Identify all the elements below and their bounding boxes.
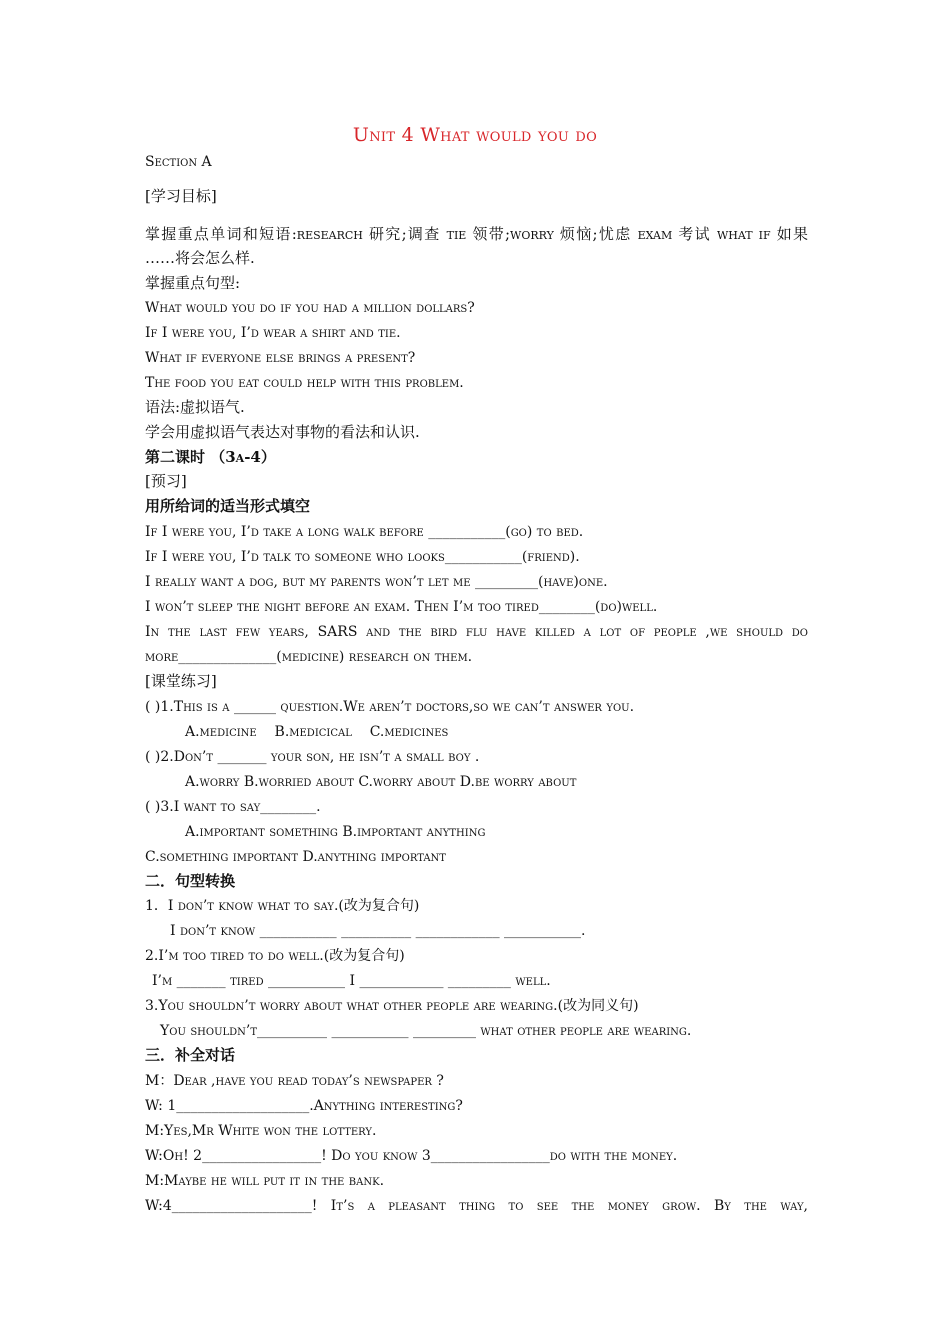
key-sentence: If I were you, I’d wear a shirt and tie.	[145, 325, 401, 341]
grammar-line: 语法:虚拟语气.	[145, 398, 245, 416]
dialog-line: W:Oh! 2_________________! Do you know 3_________________do with the money.	[145, 1148, 678, 1164]
mc-options: A.worry B.worried about C.worry about D.be worry about	[185, 774, 577, 790]
key-sentence: What if everyone else brings a present?	[145, 350, 416, 366]
fill-item: I really want a dog, but my parents won’t let me _________(have)one.	[145, 574, 608, 590]
dialog-heading: 三．补全对话	[145, 1046, 236, 1064]
fill-item: If I were you, I’d talk to someone who looks___________(friend).	[145, 549, 580, 565]
fill-item: I won’t sleep the night before an exam. Then I’m too tired________(do)well.	[145, 599, 658, 615]
dialog-line: W:4____________________! It’s a pleasant thing to see the money grow. By the way,	[145, 1198, 808, 1214]
mc-question: ( )1.This is a ______ question.We aren’t doctors,so we can’t answer you.	[145, 699, 635, 715]
preview-heading: [预习]	[145, 472, 187, 490]
key-sentence: What would you do if you had a million dollars?	[145, 300, 475, 316]
transform-answer: I don’t know ___________ __________ ____________ ___________.	[170, 923, 586, 939]
fill-item: In the last few years, SARS and the bird flu have killed a lot of people ,we should do	[145, 624, 808, 640]
goals-heading: [学习目标]	[145, 187, 217, 205]
unit-title: Unit 4 What would you do	[352, 124, 598, 146]
transform-question: 2.I’m too tired to do well.(改为复合句)	[145, 948, 405, 964]
transform-question: 3.You shouldn’t worry about what other people are wearing.(改为同义句)	[145, 998, 639, 1014]
mc-options: A.important something B.important anything	[185, 824, 486, 840]
transform-question: 1．I don’t know what to say.(改为复合句)	[145, 898, 420, 914]
fill-item: If I were you, I’d take a long walk before ___________(go) to bed.	[145, 524, 584, 540]
section-label: Section A	[145, 154, 212, 170]
goal-line: 掌握重点句型:	[145, 274, 241, 292]
goal-line: 学会用虚拟语气表达对事物的看法和认识.	[145, 423, 420, 441]
fill-item-continued: more______________(medicine) research on them.	[145, 649, 473, 665]
mc-options: C.something important D.anything important	[145, 849, 446, 865]
dialog-line: M:Maybe he will put it in the bank.	[145, 1173, 385, 1189]
fill-heading: 用所给词的适当形式填空	[145, 497, 311, 515]
mc-question: ( )2.Don’t _______ your son, he isn’t a small boy .	[145, 749, 480, 765]
transform-answer: I’m _______ tired ___________ I ____________ _________ well.	[152, 973, 551, 989]
transform-answer: You shouldn’t__________ ___________ _________ what other people are wearing.	[160, 1023, 692, 1039]
key-sentence: The food you eat could help with this problem.	[145, 375, 464, 391]
mc-option-b: B.medicical	[274, 724, 352, 740]
transform-heading: 二．句型转换	[145, 872, 236, 890]
dialog-line: M：Dear ,have you read today’s newspaper ?	[145, 1073, 444, 1089]
dialog-line: W: 1___________________.Anything interesting?	[145, 1098, 463, 1114]
practice-heading: [课堂练习]	[145, 672, 217, 690]
goal-line: 掌握重点单词和短语:research 研究;调查 tie 领带;worry 烦恼;忧虑 exam 考试 what if 如果	[145, 225, 808, 243]
dialog-line: M:Yes,Mr White won the lottery.	[145, 1123, 377, 1139]
mc-options: A.medicine B.medicical C.medicines	[185, 724, 449, 740]
mc-question: ( )3.I want to say________.	[145, 799, 321, 815]
lesson-heading: 第二课时 （3a-4）	[145, 448, 276, 466]
goal-line: ……将会怎么样.	[145, 249, 255, 267]
